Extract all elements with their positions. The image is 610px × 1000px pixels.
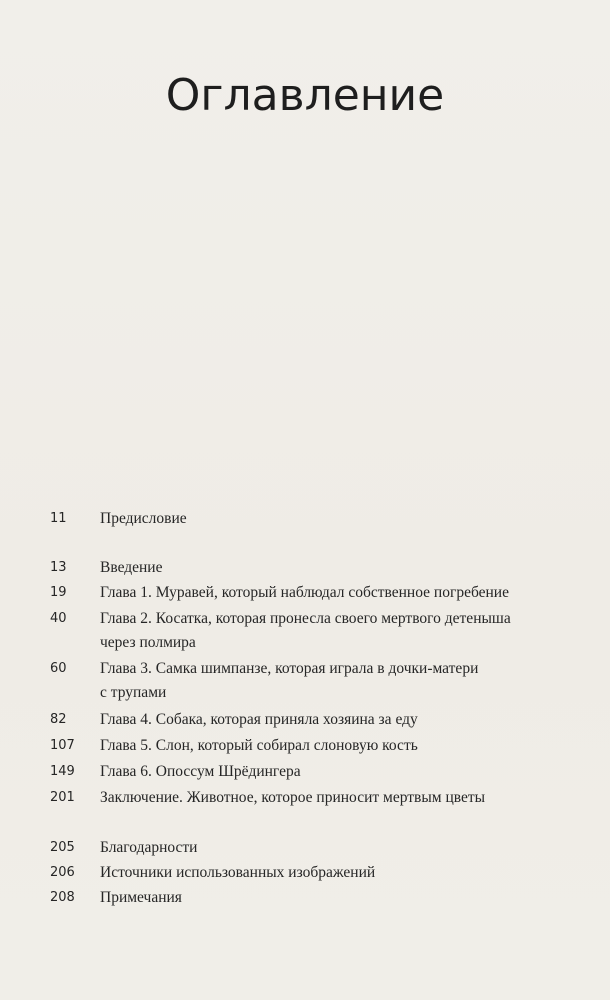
- toc-title: Источники использованных изображений: [100, 864, 376, 881]
- toc-title: Глава 2. Косатка, которая пронесла своего мертвого детеныша: [100, 610, 511, 627]
- toc-title: Глава 4. Собака, которая приняла хозяина за еду: [100, 711, 418, 728]
- toc-title: Глава 3. Самка шимпанзе, которая играла в дочки-матери: [100, 660, 479, 677]
- toc-title: Предисловие: [100, 510, 187, 527]
- toc-title: Введение: [100, 559, 163, 576]
- toc-page-number: 13: [50, 560, 67, 575]
- toc-page-number: 205: [50, 840, 75, 855]
- toc-page-number: 149: [50, 764, 75, 779]
- toc-title: Глава 1. Муравей, который наблюдал собственное погребение: [100, 584, 509, 601]
- toc-title-continued: с трупами: [100, 684, 167, 701]
- toc-page-number: 107: [50, 738, 75, 753]
- toc-page-number: 60: [50, 661, 67, 676]
- toc-page-number: 11: [50, 511, 67, 526]
- toc-title: Глава 5. Слон, который собирал слоновую кость: [100, 737, 418, 754]
- toc-page-number: 19: [50, 585, 67, 600]
- toc-page-number: 206: [50, 865, 75, 880]
- toc-title-continued: через полмира: [100, 634, 196, 651]
- toc-page-number: 82: [50, 712, 67, 727]
- page-title: Оглавление: [165, 70, 445, 121]
- toc-title: Примечания: [100, 889, 182, 906]
- toc-page-number: 208: [50, 890, 75, 905]
- toc-title: Заключение. Животное, которое приносит мертвым цветы: [100, 789, 486, 806]
- toc-page-number: 40: [50, 611, 67, 626]
- toc-page-number: 201: [50, 790, 75, 805]
- toc-title: Глава 6. Опоссум Шрёдингера: [100, 763, 301, 780]
- toc-title: Благодарности: [100, 839, 198, 856]
